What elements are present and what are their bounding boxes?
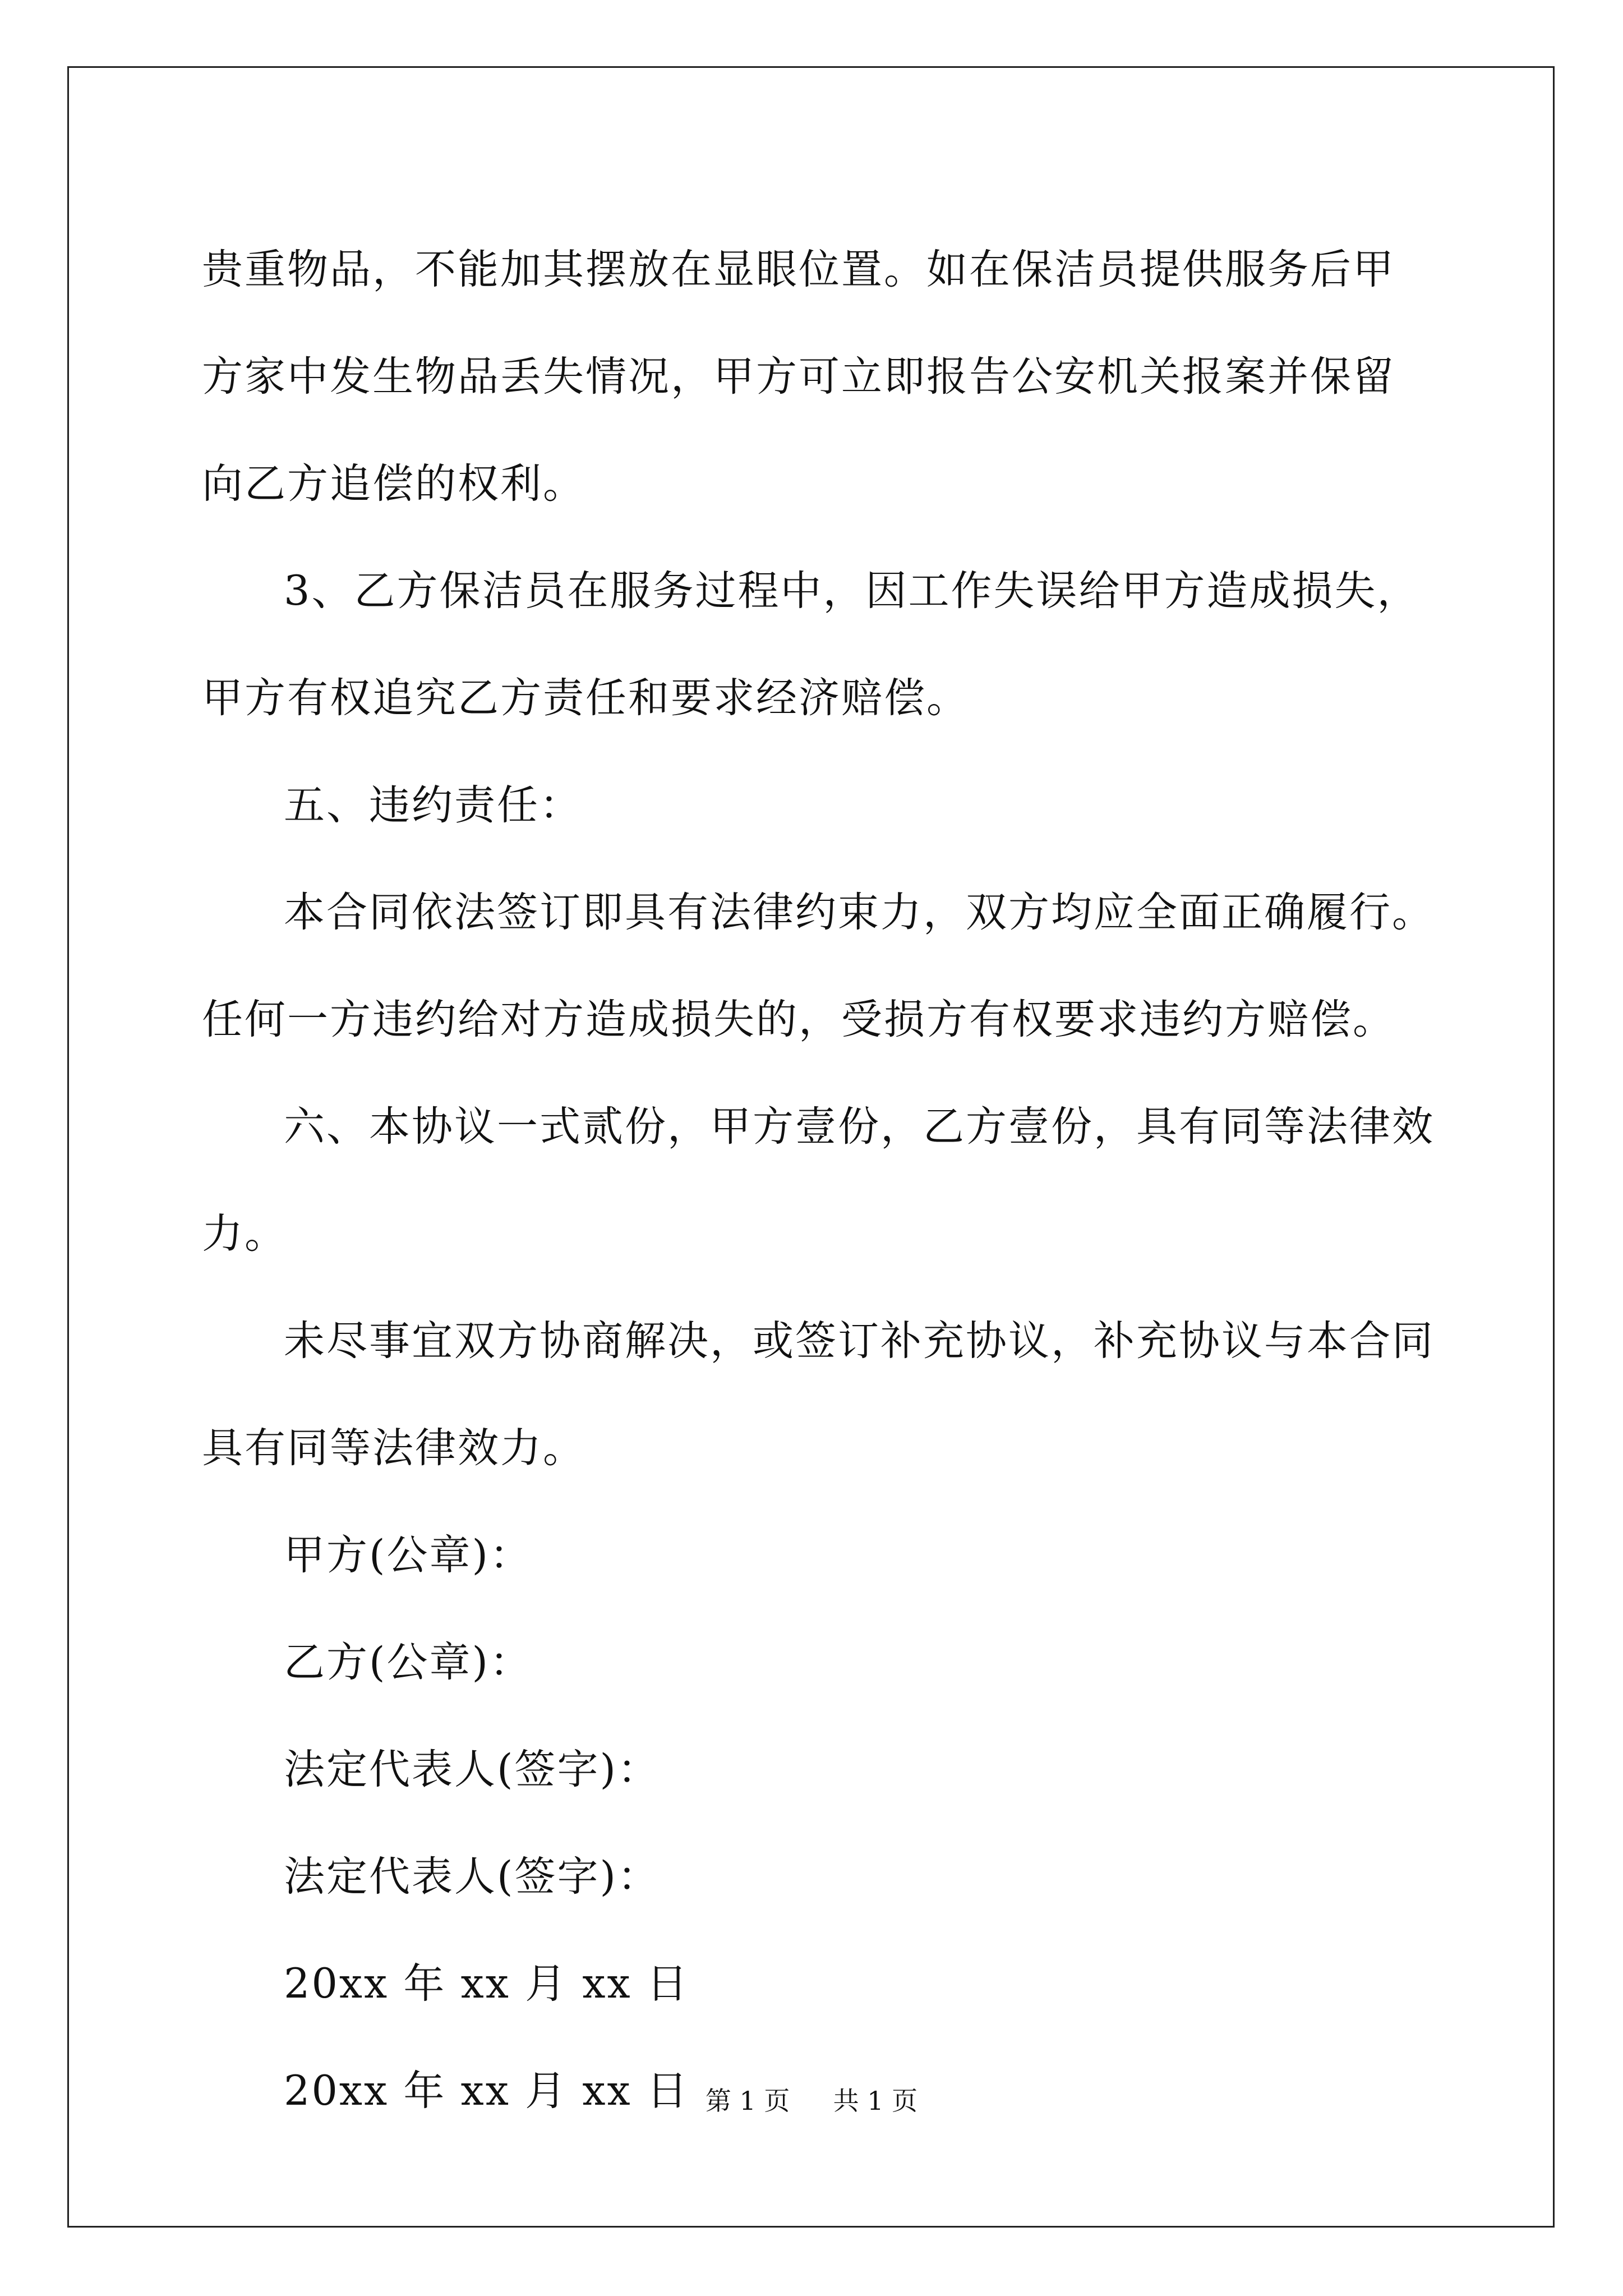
page-footer bbox=[0, 2084, 1623, 2118]
document-body bbox=[202, 216, 1436, 2145]
legal-rep-signature-line-b: 法定代表人(签字)： bbox=[284, 1853, 660, 1901]
page-number-current: 第 1 页 bbox=[705, 2086, 790, 2116]
section-heading-breach: 五、违约责任： bbox=[284, 781, 582, 829]
paragraph-clause-3: 3、乙方保洁员在服务过程中，因工作失误给甲方造成损失，甲方有权追究乙方责任和要求经济赔偿。 bbox=[202, 567, 1420, 722]
party-b-seal-line: 乙方(公章)： bbox=[284, 1639, 532, 1686]
paragraph-breach-liability: 本合同依法签订即具有法律约束力，双方均应全面正确履行。任何一方违约给对方造成损失的，受损方有权要求违约方赔偿。 bbox=[202, 889, 1435, 1043]
date-line-b: 20xx 年 xx 月 xx 日 bbox=[284, 2067, 689, 2115]
paragraph-valuables: 贵重物品，不能加其摆放在显眼位置。如在保洁员提供服务后甲方家中发生物品丢失情况，甲方可立即报告公安机关报案并保留向乙方追偿的权利。 bbox=[202, 246, 1395, 508]
page-number-total: 共 1 页 bbox=[833, 2086, 918, 2116]
date-line-a: 20xx 年 xx 月 xx 日 bbox=[284, 1960, 689, 2008]
party-a-seal-line: 甲方(公章)： bbox=[284, 1531, 532, 1579]
paragraph-supplementary: 未尽事宜双方协商解决，或签订补充协议，补充协议与本合同具有同等法律效力。 bbox=[202, 1317, 1435, 1472]
paragraph-copies: 六、本协议一式贰份，甲方壹份，乙方壹份，具有同等法律效力。 bbox=[202, 1103, 1435, 1258]
legal-rep-signature-line-a: 法定代表人(签字)： bbox=[284, 1746, 660, 1793]
